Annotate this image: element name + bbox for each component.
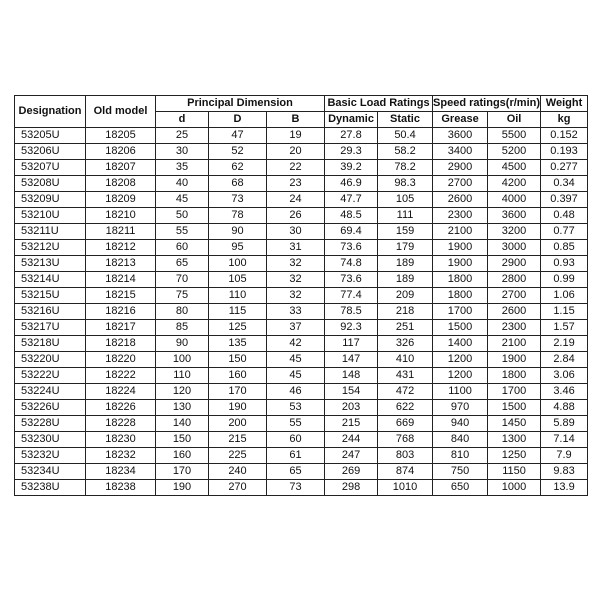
- cell-dynamic: 148: [325, 368, 378, 384]
- cell-oil: 3200: [488, 224, 541, 240]
- cell-d: 50: [156, 208, 209, 224]
- cell-old-model: 18208: [86, 176, 156, 192]
- cell-B: 30: [267, 224, 325, 240]
- cell-grease: 1400: [433, 336, 488, 352]
- cell-designation: 53206U: [15, 144, 86, 160]
- cell-old-model: 18213: [86, 256, 156, 272]
- cell-D: 110: [209, 288, 267, 304]
- cell-oil: 2600: [488, 304, 541, 320]
- cell-weight: 3.46: [541, 384, 588, 400]
- cell-weight: 3.06: [541, 368, 588, 384]
- cell-dynamic: 247: [325, 448, 378, 464]
- cell-dynamic: 74.8: [325, 256, 378, 272]
- table-row: [15, 128, 588, 144]
- cell-weight: 0.99: [541, 272, 588, 288]
- cell-dynamic: 69.4: [325, 224, 378, 240]
- cell-static: 105: [378, 192, 433, 208]
- table-row: [15, 144, 588, 160]
- cell-designation: 53234U: [15, 464, 86, 480]
- cell-D: 105: [209, 272, 267, 288]
- cell-grease: 2900: [433, 160, 488, 176]
- cell-static: 50.4: [378, 128, 433, 144]
- cell-designation: 53207U: [15, 160, 86, 176]
- cell-designation: 53209U: [15, 192, 86, 208]
- cell-dynamic: 298: [325, 480, 378, 496]
- cell-oil: 4500: [488, 160, 541, 176]
- cell-weight: 13.9: [541, 480, 588, 496]
- cell-designation: 53212U: [15, 240, 86, 256]
- header-B: B: [267, 112, 325, 128]
- cell-D: 125: [209, 320, 267, 336]
- cell-weight: 0.193: [541, 144, 588, 160]
- cell-d: 120: [156, 384, 209, 400]
- cell-grease: 2100: [433, 224, 488, 240]
- cell-static: 58.2: [378, 144, 433, 160]
- cell-oil: 2800: [488, 272, 541, 288]
- cell-dynamic: 46.9: [325, 176, 378, 192]
- cell-B: 65: [267, 464, 325, 480]
- cell-designation: 53218U: [15, 336, 86, 352]
- cell-static: 622: [378, 400, 433, 416]
- cell-weight: 7.9: [541, 448, 588, 464]
- cell-designation: 53228U: [15, 416, 86, 432]
- cell-B: 32: [267, 288, 325, 304]
- cell-static: 111: [378, 208, 433, 224]
- cell-B: 61: [267, 448, 325, 464]
- header-speed-ratings: Speed ratings(r/min): [433, 96, 541, 112]
- table-row: [15, 256, 588, 272]
- cell-weight: 4.88: [541, 400, 588, 416]
- cell-dynamic: 154: [325, 384, 378, 400]
- cell-static: 472: [378, 384, 433, 400]
- cell-weight: 0.152: [541, 128, 588, 144]
- cell-D: 115: [209, 304, 267, 320]
- cell-static: 669: [378, 416, 433, 432]
- cell-B: 53: [267, 400, 325, 416]
- cell-B: 19: [267, 128, 325, 144]
- cell-d: 160: [156, 448, 209, 464]
- cell-d: 130: [156, 400, 209, 416]
- cell-oil: 1900: [488, 352, 541, 368]
- cell-weight: 9.83: [541, 464, 588, 480]
- cell-old-model: 18234: [86, 464, 156, 480]
- cell-static: 803: [378, 448, 433, 464]
- cell-dynamic: 117: [325, 336, 378, 352]
- table-row: [15, 288, 588, 304]
- cell-weight: 1.57: [541, 320, 588, 336]
- cell-old-model: 18230: [86, 432, 156, 448]
- cell-static: 1010: [378, 480, 433, 496]
- cell-static: 159: [378, 224, 433, 240]
- table-row: [15, 480, 588, 496]
- cell-old-model: 18211: [86, 224, 156, 240]
- header-static: Static: [378, 112, 433, 128]
- cell-D: 215: [209, 432, 267, 448]
- cell-B: 45: [267, 352, 325, 368]
- cell-dynamic: 73.6: [325, 272, 378, 288]
- cell-weight: 2.19: [541, 336, 588, 352]
- cell-B: 22: [267, 160, 325, 176]
- cell-static: 431: [378, 368, 433, 384]
- header-D: D: [209, 112, 267, 128]
- cell-old-model: 18220: [86, 352, 156, 368]
- cell-oil: 1450: [488, 416, 541, 432]
- cell-B: 42: [267, 336, 325, 352]
- cell-old-model: 18216: [86, 304, 156, 320]
- cell-oil: 4000: [488, 192, 541, 208]
- cell-d: 30: [156, 144, 209, 160]
- cell-grease: 2300: [433, 208, 488, 224]
- table-row: [15, 336, 588, 352]
- cell-d: 140: [156, 416, 209, 432]
- cell-D: 190: [209, 400, 267, 416]
- table-row: [15, 400, 588, 416]
- table-row: [15, 432, 588, 448]
- cell-grease: 1900: [433, 256, 488, 272]
- cell-oil: 1700: [488, 384, 541, 400]
- cell-D: 47: [209, 128, 267, 144]
- table-row: [15, 320, 588, 336]
- cell-grease: 1500: [433, 320, 488, 336]
- cell-grease: 1200: [433, 352, 488, 368]
- cell-oil: 5200: [488, 144, 541, 160]
- cell-grease: 1800: [433, 288, 488, 304]
- cell-dynamic: 73.6: [325, 240, 378, 256]
- cell-grease: 1200: [433, 368, 488, 384]
- cell-grease: 810: [433, 448, 488, 464]
- table-row: [15, 368, 588, 384]
- cell-grease: 840: [433, 432, 488, 448]
- cell-designation: 53211U: [15, 224, 86, 240]
- cell-d: 190: [156, 480, 209, 496]
- cell-grease: 1100: [433, 384, 488, 400]
- cell-oil: 5500: [488, 128, 541, 144]
- table-body: [15, 128, 588, 496]
- cell-static: 874: [378, 464, 433, 480]
- cell-dynamic: 27.8: [325, 128, 378, 144]
- cell-oil: 1500: [488, 400, 541, 416]
- cell-static: 78.2: [378, 160, 433, 176]
- cell-static: 189: [378, 272, 433, 288]
- cell-grease: 1800: [433, 272, 488, 288]
- cell-dynamic: 29.3: [325, 144, 378, 160]
- cell-D: 52: [209, 144, 267, 160]
- cell-B: 31: [267, 240, 325, 256]
- cell-designation: 53216U: [15, 304, 86, 320]
- cell-D: 270: [209, 480, 267, 496]
- cell-old-model: 18224: [86, 384, 156, 400]
- cell-designation: 53215U: [15, 288, 86, 304]
- cell-dynamic: 39.2: [325, 160, 378, 176]
- cell-oil: 1000: [488, 480, 541, 496]
- cell-B: 20: [267, 144, 325, 160]
- cell-static: 768: [378, 432, 433, 448]
- cell-weight: 7.14: [541, 432, 588, 448]
- cell-B: 73: [267, 480, 325, 496]
- cell-d: 85: [156, 320, 209, 336]
- cell-old-model: 18214: [86, 272, 156, 288]
- cell-B: 24: [267, 192, 325, 208]
- cell-grease: 3400: [433, 144, 488, 160]
- cell-d: 70: [156, 272, 209, 288]
- cell-d: 35: [156, 160, 209, 176]
- cell-oil: 1150: [488, 464, 541, 480]
- bearing-spec-table: [14, 95, 588, 496]
- cell-d: 150: [156, 432, 209, 448]
- cell-B: 32: [267, 272, 325, 288]
- cell-d: 75: [156, 288, 209, 304]
- cell-dynamic: 147: [325, 352, 378, 368]
- cell-d: 45: [156, 192, 209, 208]
- cell-B: 60: [267, 432, 325, 448]
- cell-B: 33: [267, 304, 325, 320]
- table-row: [15, 304, 588, 320]
- table-row: [15, 384, 588, 400]
- cell-old-model: 18217: [86, 320, 156, 336]
- cell-dynamic: 269: [325, 464, 378, 480]
- cell-B: 23: [267, 176, 325, 192]
- header-d: d: [156, 112, 209, 128]
- table-row: [15, 224, 588, 240]
- cell-dynamic: 244: [325, 432, 378, 448]
- cell-grease: 2700: [433, 176, 488, 192]
- cell-d: 170: [156, 464, 209, 480]
- cell-d: 55: [156, 224, 209, 240]
- cell-old-model: 18222: [86, 368, 156, 384]
- cell-dynamic: 77.4: [325, 288, 378, 304]
- cell-old-model: 18215: [86, 288, 156, 304]
- cell-weight: 5.89: [541, 416, 588, 432]
- cell-d: 80: [156, 304, 209, 320]
- cell-D: 170: [209, 384, 267, 400]
- cell-D: 200: [209, 416, 267, 432]
- cell-old-model: 18232: [86, 448, 156, 464]
- table-row: [15, 160, 588, 176]
- cell-old-model: 18238: [86, 480, 156, 496]
- cell-D: 160: [209, 368, 267, 384]
- cell-D: 73: [209, 192, 267, 208]
- cell-oil: 1300: [488, 432, 541, 448]
- cell-old-model: 18228: [86, 416, 156, 432]
- table-header: [15, 96, 588, 128]
- cell-D: 225: [209, 448, 267, 464]
- cell-D: 100: [209, 256, 267, 272]
- cell-old-model: 18210: [86, 208, 156, 224]
- cell-static: 179: [378, 240, 433, 256]
- cell-D: 135: [209, 336, 267, 352]
- cell-oil: 2900: [488, 256, 541, 272]
- cell-dynamic: 78.5: [325, 304, 378, 320]
- cell-designation: 53213U: [15, 256, 86, 272]
- cell-dynamic: 92.3: [325, 320, 378, 336]
- cell-designation: 53220U: [15, 352, 86, 368]
- cell-d: 100: [156, 352, 209, 368]
- cell-designation: 53214U: [15, 272, 86, 288]
- cell-old-model: 18212: [86, 240, 156, 256]
- cell-weight: 0.397: [541, 192, 588, 208]
- cell-grease: 650: [433, 480, 488, 496]
- cell-grease: 750: [433, 464, 488, 480]
- table-row: [15, 272, 588, 288]
- table-row: [15, 176, 588, 192]
- cell-designation: 53205U: [15, 128, 86, 144]
- table-row: [15, 240, 588, 256]
- header-designation: Designation: [15, 96, 86, 128]
- cell-weight: 0.77: [541, 224, 588, 240]
- cell-weight: 0.277: [541, 160, 588, 176]
- cell-static: 209: [378, 288, 433, 304]
- cell-weight: 1.06: [541, 288, 588, 304]
- cell-weight: 2.84: [541, 352, 588, 368]
- header-oil: Oil: [488, 112, 541, 128]
- cell-designation: 53210U: [15, 208, 86, 224]
- cell-grease: 1900: [433, 240, 488, 256]
- cell-B: 46: [267, 384, 325, 400]
- cell-d: 40: [156, 176, 209, 192]
- cell-static: 326: [378, 336, 433, 352]
- cell-oil: 3600: [488, 208, 541, 224]
- header-kg: kg: [541, 112, 588, 128]
- table-row: [15, 464, 588, 480]
- cell-D: 95: [209, 240, 267, 256]
- table-row: [15, 192, 588, 208]
- bearing-spec-table-container: [14, 95, 587, 496]
- table-row: [15, 352, 588, 368]
- cell-designation: 53224U: [15, 384, 86, 400]
- cell-oil: 3000: [488, 240, 541, 256]
- table-row: [15, 416, 588, 432]
- table-row: [15, 208, 588, 224]
- cell-D: 90: [209, 224, 267, 240]
- cell-B: 32: [267, 256, 325, 272]
- cell-B: 45: [267, 368, 325, 384]
- cell-B: 37: [267, 320, 325, 336]
- cell-static: 98.3: [378, 176, 433, 192]
- header-basic-load-ratings: Basic Load Ratings: [325, 96, 433, 112]
- cell-d: 25: [156, 128, 209, 144]
- cell-designation: 53230U: [15, 432, 86, 448]
- cell-old-model: 18207: [86, 160, 156, 176]
- cell-grease: 940: [433, 416, 488, 432]
- cell-oil: 2300: [488, 320, 541, 336]
- cell-D: 78: [209, 208, 267, 224]
- cell-dynamic: 215: [325, 416, 378, 432]
- cell-grease: 2600: [433, 192, 488, 208]
- cell-d: 110: [156, 368, 209, 384]
- cell-grease: 1700: [433, 304, 488, 320]
- cell-d: 60: [156, 240, 209, 256]
- cell-d: 90: [156, 336, 209, 352]
- cell-grease: 970: [433, 400, 488, 416]
- cell-static: 189: [378, 256, 433, 272]
- cell-oil: 1250: [488, 448, 541, 464]
- cell-old-model: 18226: [86, 400, 156, 416]
- cell-B: 26: [267, 208, 325, 224]
- header-dynamic: Dynamic: [325, 112, 378, 128]
- header-old-model: Old model: [86, 96, 156, 128]
- cell-D: 68: [209, 176, 267, 192]
- cell-static: 218: [378, 304, 433, 320]
- cell-old-model: 18209: [86, 192, 156, 208]
- cell-designation: 53222U: [15, 368, 86, 384]
- cell-dynamic: 48.5: [325, 208, 378, 224]
- cell-static: 251: [378, 320, 433, 336]
- cell-oil: 1800: [488, 368, 541, 384]
- header-principal-dimension: Principal Dimension: [156, 96, 325, 112]
- cell-weight: 0.85: [541, 240, 588, 256]
- cell-D: 240: [209, 464, 267, 480]
- cell-oil: 4200: [488, 176, 541, 192]
- cell-designation: 53232U: [15, 448, 86, 464]
- cell-B: 55: [267, 416, 325, 432]
- cell-static: 410: [378, 352, 433, 368]
- cell-grease: 3600: [433, 128, 488, 144]
- header-grease: Grease: [433, 112, 488, 128]
- header-weight: Weight: [541, 96, 588, 112]
- cell-D: 150: [209, 352, 267, 368]
- cell-weight: 0.93: [541, 256, 588, 272]
- cell-dynamic: 203: [325, 400, 378, 416]
- cell-old-model: 18205: [86, 128, 156, 144]
- cell-old-model: 18206: [86, 144, 156, 160]
- cell-old-model: 18218: [86, 336, 156, 352]
- table-row: [15, 448, 588, 464]
- cell-weight: 0.48: [541, 208, 588, 224]
- cell-oil: 2700: [488, 288, 541, 304]
- cell-d: 65: [156, 256, 209, 272]
- cell-designation: 53208U: [15, 176, 86, 192]
- cell-weight: 1.15: [541, 304, 588, 320]
- cell-designation: 53217U: [15, 320, 86, 336]
- cell-dynamic: 47.7: [325, 192, 378, 208]
- cell-oil: 2100: [488, 336, 541, 352]
- cell-designation: 53238U: [15, 480, 86, 496]
- cell-D: 62: [209, 160, 267, 176]
- cell-designation: 53226U: [15, 400, 86, 416]
- cell-weight: 0.34: [541, 176, 588, 192]
